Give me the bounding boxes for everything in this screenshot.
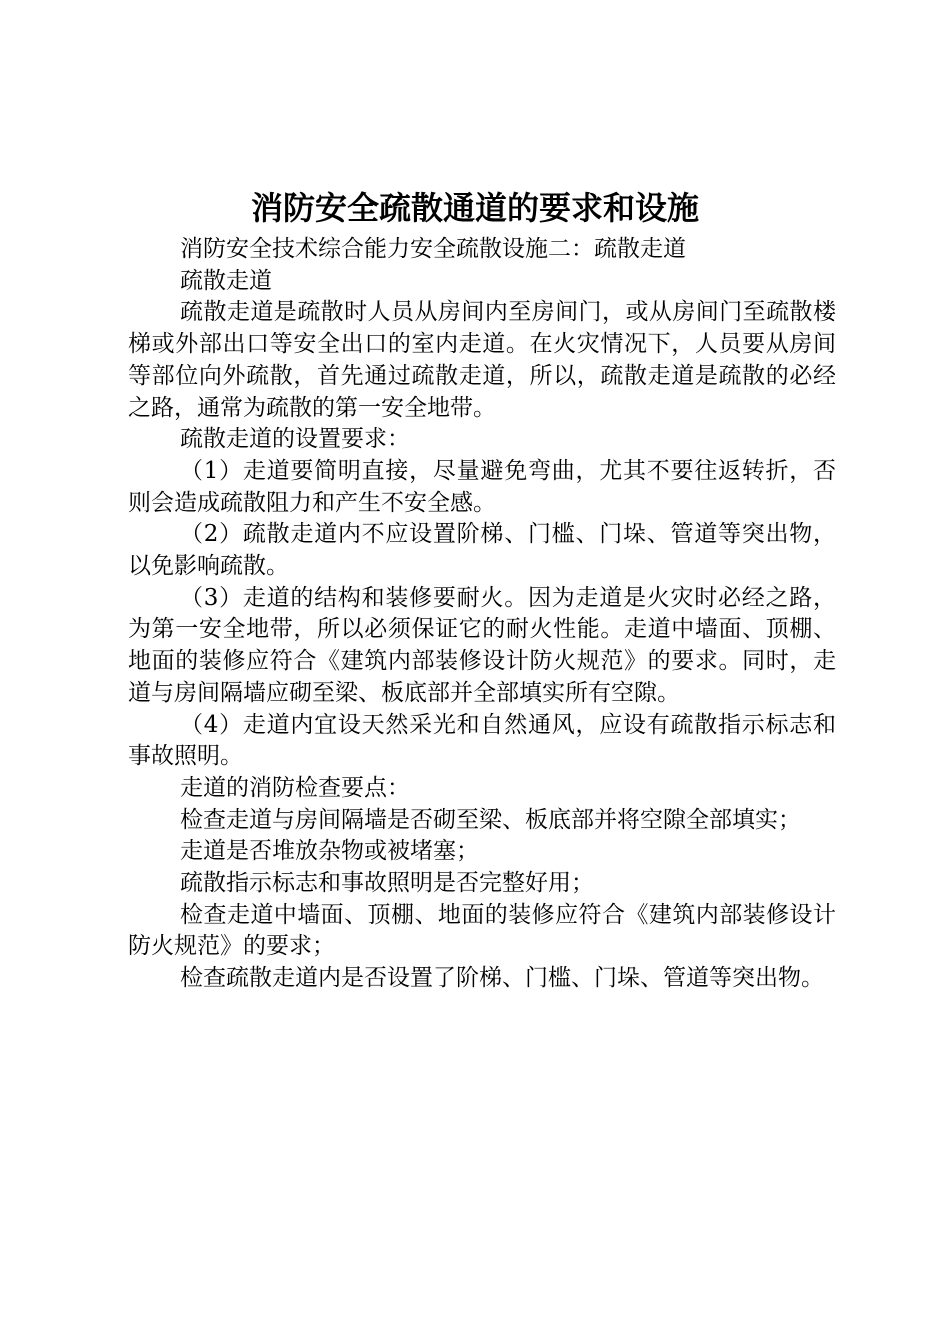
subtitle-paragraph: 消防安全技术综合能力安全疏散设施二：疏散走道: [180, 236, 686, 262]
document-title: 消防安全疏散通道的要求和设施: [250, 189, 699, 227]
inspection-item-4: 检查走道中墙面、顶棚、地面的装修应符合《建筑内部装修设计防火规范》的要求；: [128, 901, 836, 960]
section-heading: 疏散走道: [180, 267, 272, 294]
definition-paragraph: 疏散走道是疏散时人员从房间内至房间门，或从房间门至疏散楼梯或外部出口等安全出口的室内走道。在火灾情况下，人员要从房间等部位向外疏散，首先通过疏散走道，所以，疏散走道是疏散的必经之路，通常为疏散的第一安全地带。: [128, 299, 836, 421]
requirement-item-4: （4）走道内宜设天然采光和自然通风，应设有疏散指示标志和事故照明。: [128, 711, 836, 770]
requirements-heading: 疏散走道的设置要求：: [180, 426, 410, 453]
inspection-item-5: 检查疏散走道内是否设置了阶梯、门槛、门垛、管道等突出物。: [180, 965, 824, 992]
inspection-item-2: 走道是否堆放杂物或被堵塞；: [180, 838, 479, 865]
requirement-item-1: （1）走道要简明直接，尽量避免弯曲，尤其不要往返转折，否则会造成疏散阻力和产生不安全感。: [128, 457, 836, 516]
document-body: [128, 234, 836, 995]
requirement-item-3: （3）走道的结构和装修要耐火。因为走道是火灾时必经之路，为第一安全地带，所以必须保证它的耐火性能。走道中墙面、顶棚、地面的装修应符合《建筑内部装修设计防火规范》的要求。同时，走道与房间隔墙应砌至梁、板底部并全部填实所有空隙。: [128, 584, 836, 706]
inspection-item-3: 疏散指示标志和事故照明是否完整好用；: [180, 870, 594, 897]
inspection-item-1: 检查走道与房间隔墙是否砌至梁、板底部并将空隙全部填实；: [180, 806, 801, 833]
inspection-heading: 走道的消防检查要点：: [180, 774, 410, 801]
requirement-item-2: （2）疏散走道内不应设置阶梯、门槛、门垛、管道等突出物，以免影响疏散。: [128, 521, 836, 580]
